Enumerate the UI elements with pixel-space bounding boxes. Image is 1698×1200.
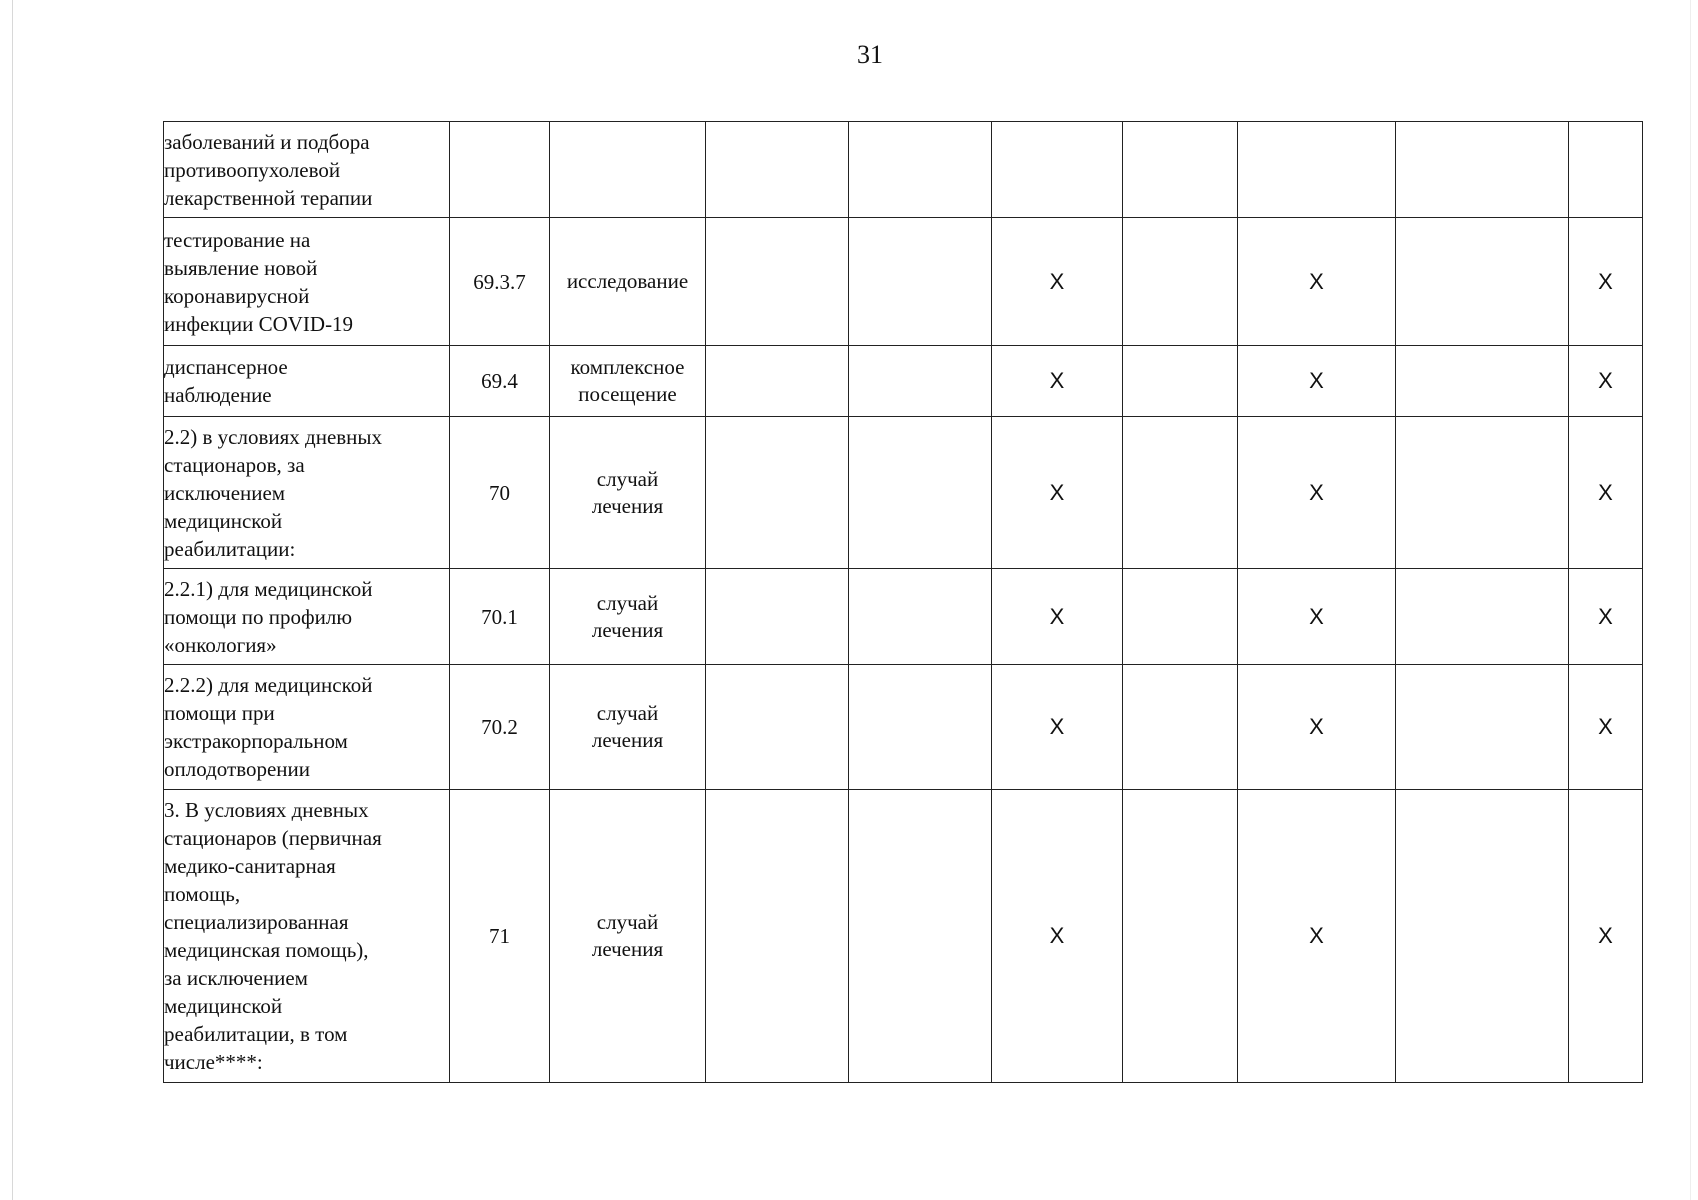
row-cell-7 [1123,569,1238,665]
row-name-text: диспансерное наблюдение [164,355,288,407]
row-cell-9 [1396,665,1569,790]
row-cell-4 [706,665,849,790]
row-cell-5 [849,665,992,790]
row-code-cell [450,417,550,569]
row-unit-cell [550,569,706,665]
scan-edge-left [12,0,13,1200]
x-mark: X [1049,268,1065,294]
row-name-text: 3. В условиях дневных стационаров (первичная медико-санитарная помощь, специализированная медицинская помощь), за исключением медицинской реабилитации, в том числе****: [164,798,382,1074]
x-mark: X [1598,268,1613,294]
row-unit-cell [550,790,706,1083]
row-unit-cell [550,218,706,346]
x-mark: X [1049,923,1065,948]
row-name-text: заболеваний и подбора противоопухолевой лекарственной терапии [164,129,373,210]
table-row [164,417,1643,569]
row-name-cell [164,218,450,346]
row-cell-6 [992,346,1123,417]
row-cell-10 [1569,122,1643,218]
row-name-cell [164,417,450,569]
row-code-cell [450,218,550,346]
row-name-cell [164,790,450,1083]
row-cell-6 [992,665,1123,790]
row-code-cell [450,346,550,417]
row-cell-8 [1238,790,1396,1083]
row-name-cell [164,346,450,417]
row-cell-5 [849,122,992,218]
row-cell-4 [706,346,849,417]
row-cell-9 [1396,569,1569,665]
row-cell-6 [992,790,1123,1083]
row-cell-7 [1123,122,1238,218]
row-code-text: 71 [489,924,510,948]
row-cell-10 [1569,665,1643,790]
x-mark: X [1049,603,1065,629]
row-code-text: 70 [489,480,510,505]
data-table [163,121,1643,1083]
table-row [164,122,1643,218]
row-name-text: 2.2.1) для медицинской помощи по профилю «онкология» [164,576,373,657]
row-code-cell [450,569,550,665]
scan-edge-right [1690,0,1691,1200]
page-number: 31 [857,40,883,69]
row-code-cell [450,790,550,1083]
x-mark: X [1049,714,1065,739]
row-unit-cell [550,417,706,569]
row-cell-10 [1569,346,1643,417]
row-cell-6 [992,569,1123,665]
row-unit-text: случай лечения [591,466,664,518]
x-mark: X [1309,368,1324,393]
row-cell-4 [706,122,849,218]
table-row [164,569,1643,665]
row-code-text: 69.3.7 [473,269,526,294]
row-unit-text: комплексное посещение [570,355,685,406]
row-unit-cell [550,122,706,218]
row-cell-5 [849,790,992,1083]
row-name-text: 2.2.2) для медицинской помощи при экстракорпоральном оплодотворении [164,673,373,781]
table-row [164,790,1643,1083]
row-unit-text: случай лечения [591,910,664,961]
row-cell-6 [992,122,1123,218]
x-mark: X [1309,603,1324,629]
x-mark: X [1309,479,1324,505]
row-code-text: 69.4 [481,369,518,393]
row-cell-5 [849,569,992,665]
row-cell-9 [1396,417,1569,569]
row-cell-9 [1396,122,1569,218]
x-mark: X [1598,368,1613,393]
row-cell-7 [1123,665,1238,790]
row-code-cell [450,665,550,790]
row-cell-10 [1569,790,1643,1083]
row-cell-4 [706,417,849,569]
row-cell-10 [1569,569,1643,665]
row-name-text: 2.2) в условиях дневных стационаров, за исключением медицинской реабилитации: [164,424,383,561]
x-mark: X [1049,479,1065,505]
row-code-cell [450,122,550,218]
row-cell-5 [849,346,992,417]
x-mark: X [1049,368,1065,393]
table-row [164,665,1643,790]
table-row [164,218,1643,346]
row-name-cell [164,122,450,218]
row-cell-6 [992,218,1123,346]
x-mark: X [1309,923,1324,948]
row-unit-text: случай лечения [591,590,664,642]
x-mark: X [1598,479,1613,505]
row-cell-5 [849,218,992,346]
row-cell-9 [1396,218,1569,346]
x-mark: X [1309,714,1324,739]
row-unit-cell [550,665,706,790]
row-cell-7 [1123,346,1238,417]
row-cell-8 [1238,346,1396,417]
row-name-cell [164,665,450,790]
row-cell-4 [706,569,849,665]
row-cell-10 [1569,218,1643,346]
row-unit-text: исследование [566,269,689,293]
row-cell-8 [1238,218,1396,346]
row-cell-8 [1238,665,1396,790]
row-cell-9 [1396,346,1569,417]
row-cell-4 [706,218,849,346]
row-cell-7 [1123,218,1238,346]
row-cell-5 [849,417,992,569]
row-cell-8 [1238,417,1396,569]
row-name-cell [164,569,450,665]
row-cell-10 [1569,417,1643,569]
x-mark: X [1309,268,1324,294]
row-cell-7 [1123,790,1238,1083]
row-code-text: 70.1 [481,604,518,629]
row-code-text: 70.2 [481,715,518,739]
x-mark: X [1598,714,1613,739]
x-mark: X [1598,603,1613,629]
row-cell-9 [1396,790,1569,1083]
row-unit-text: случай лечения [591,701,664,752]
row-cell-7 [1123,417,1238,569]
row-cell-6 [992,417,1123,569]
x-mark: X [1598,923,1613,948]
row-name-text: тестирование на выявление новой коронавирусной инфекции COVID-19 [164,227,354,336]
row-cell-4 [706,790,849,1083]
row-cell-8 [1238,122,1396,218]
table-row [164,346,1643,417]
row-cell-8 [1238,569,1396,665]
row-unit-cell [550,346,706,417]
